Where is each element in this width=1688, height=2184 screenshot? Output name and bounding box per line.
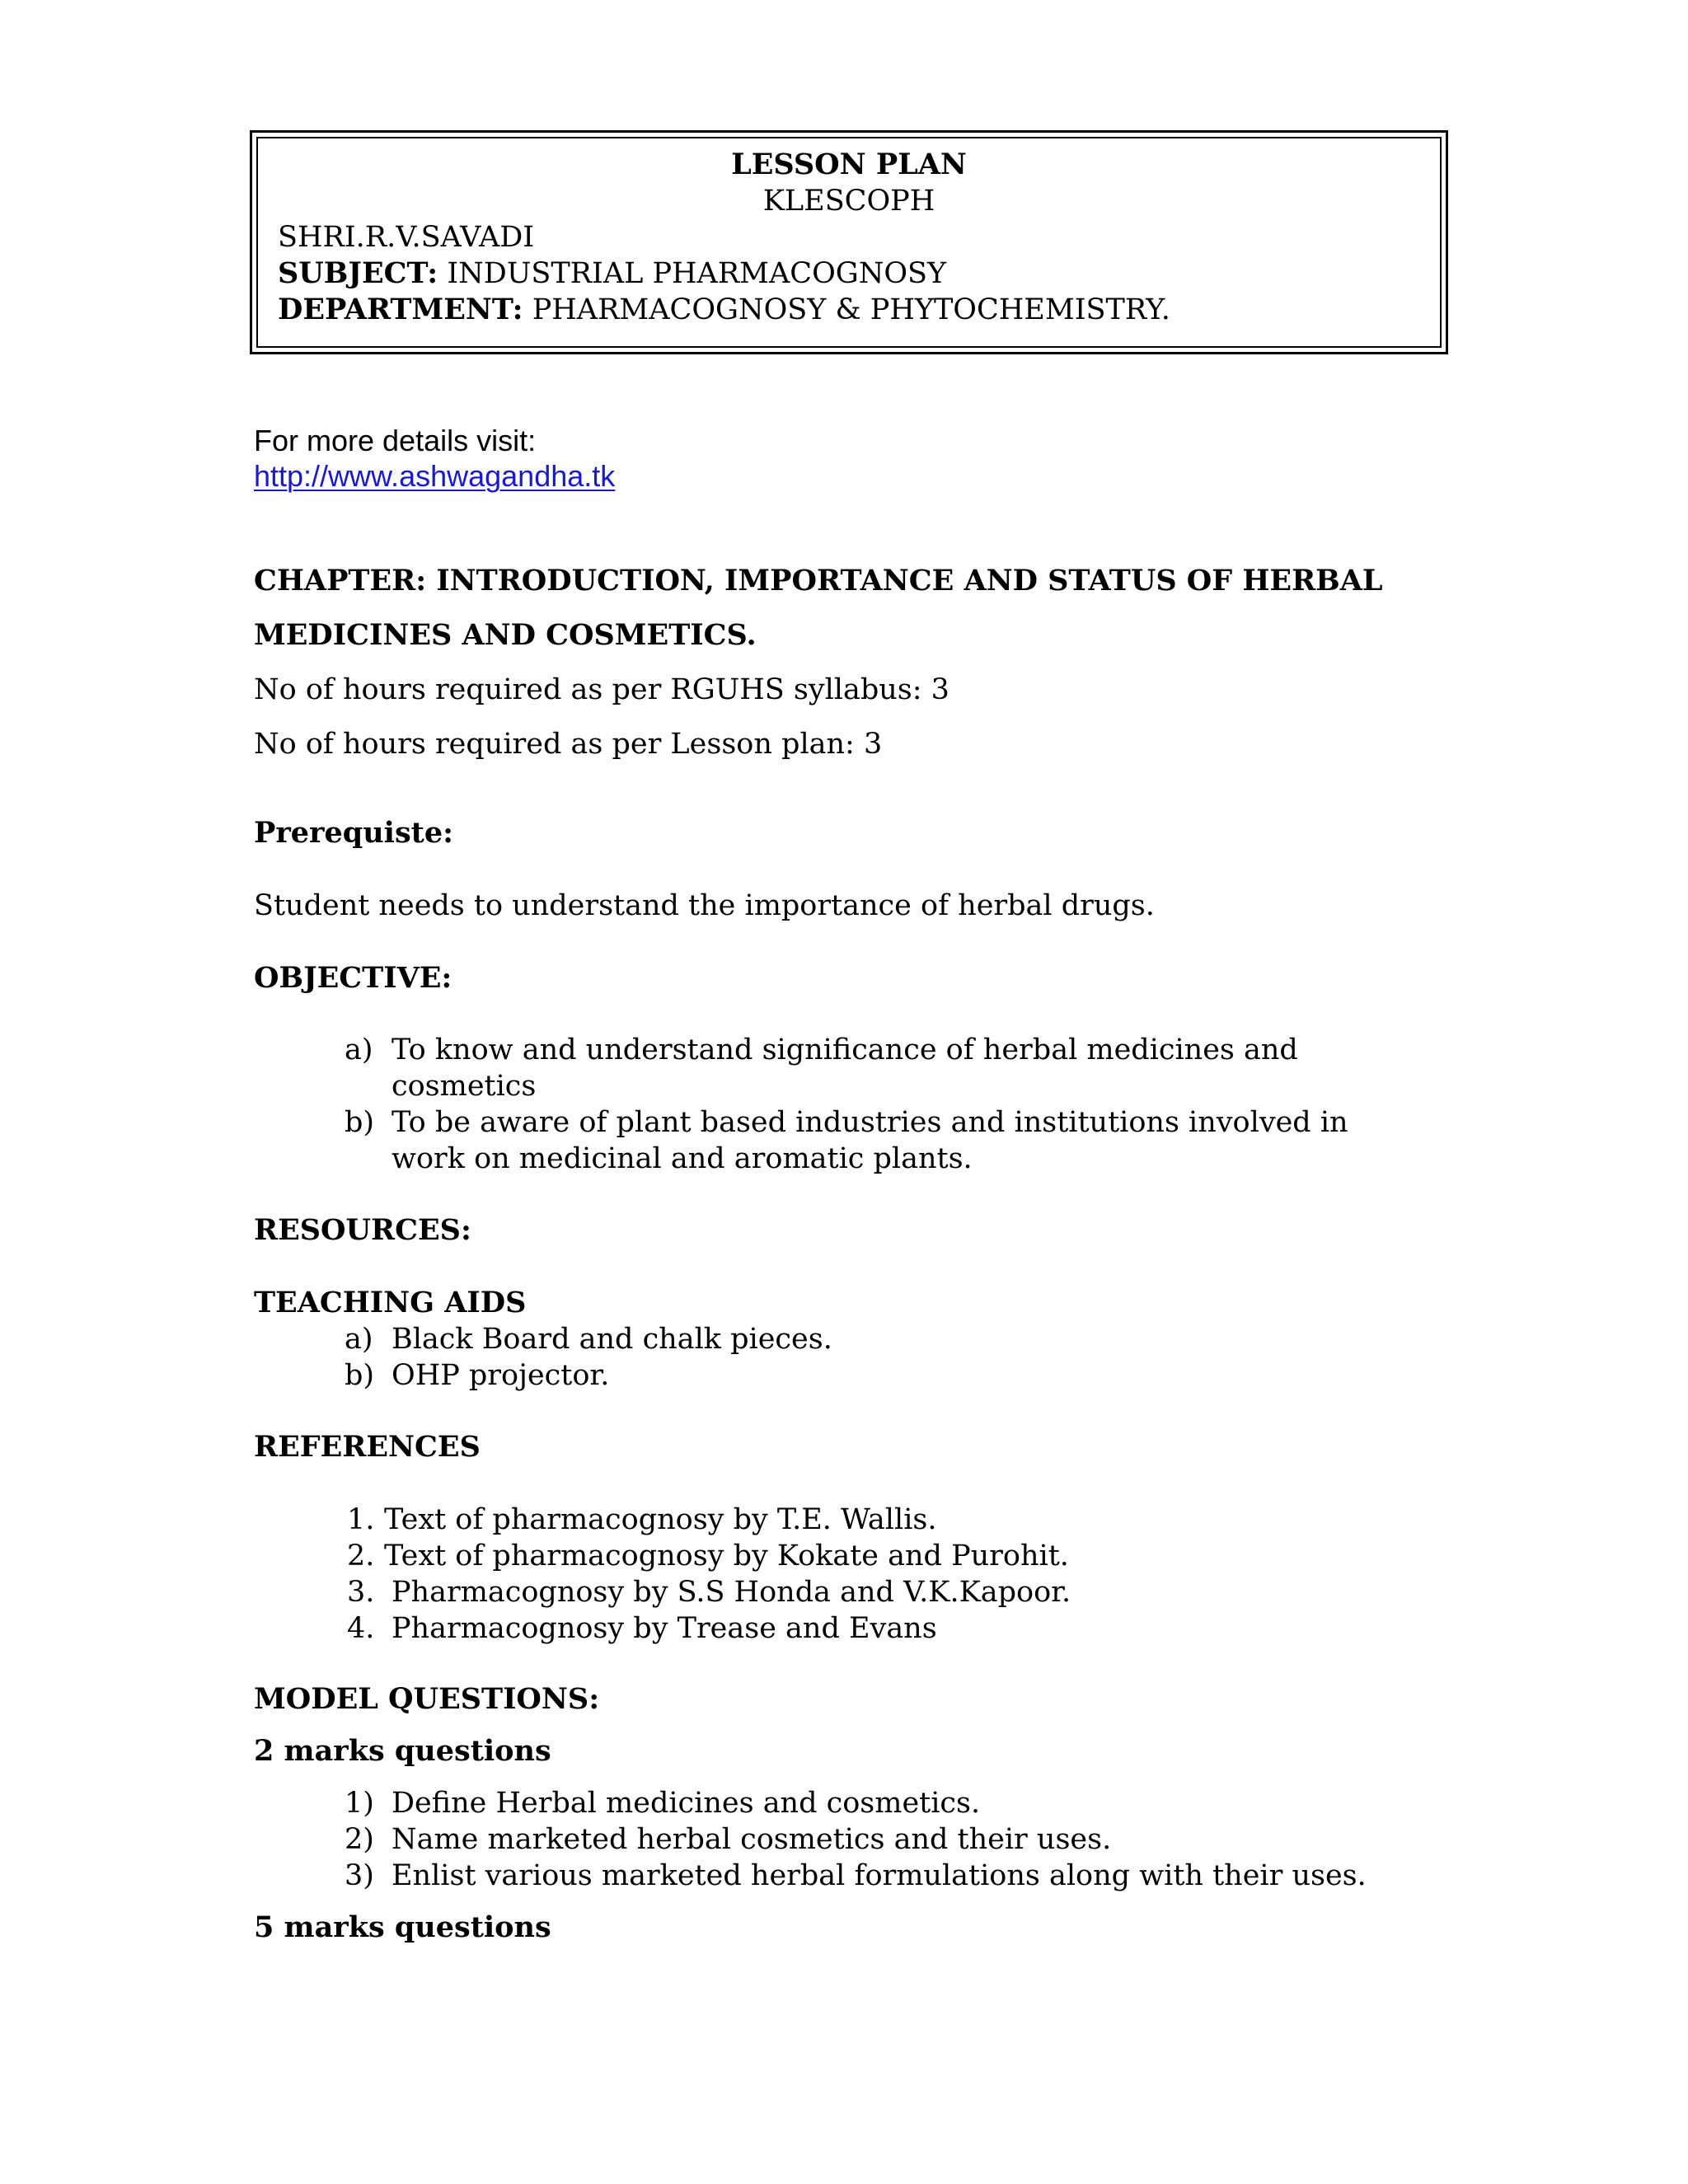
reference-item: Pharmacognosy by S.S Honda and V.K.Kapoor.	[392, 1576, 1071, 1609]
subject-line	[278, 256, 946, 291]
teacher-name: SHRI.R.V.SAVADI	[278, 221, 535, 254]
objective-heading: OBJECTIVE:	[254, 961, 452, 995]
prerequisite-heading: Prerequiste:	[254, 816, 454, 850]
organization-name: KLESCOPH	[762, 185, 935, 218]
objective-item-text: To know and understand significance of herbal medicines and	[392, 1033, 1298, 1066]
teaching-aids-heading: TEACHING AIDS	[254, 1286, 527, 1319]
two-marks-heading: 2 marks questions	[254, 1734, 551, 1768]
reference-item: Pharmacognosy by Trease and Evans	[392, 1612, 937, 1645]
department-label: DEPARTMENT:	[278, 293, 523, 326]
objective-item-marker: b)	[345, 1106, 375, 1139]
reference-marker: 2.	[347, 1540, 375, 1572]
chapter-title-line1: CHAPTER: INTRODUCTION, IMPORTANCE AND STATUS OF HERBAL	[254, 564, 1383, 598]
hours-lesson-plan: No of hours required as per Lesson plan: 3	[254, 728, 883, 761]
subject-value: INDUSTRIAL PHARMACOGNOSY	[438, 257, 947, 290]
prerequisite-text: Student needs to understand the importance of herbal drugs.	[254, 889, 1155, 922]
chapter-title-line2: MEDICINES AND COSMETICS.	[254, 618, 757, 652]
question-marker: 3)	[345, 1859, 374, 1892]
five-marks-heading: 5 marks questions	[254, 1910, 551, 1944]
details-link[interactable]: http://www.ashwagandha.tk	[254, 459, 616, 493]
teaching-aid-item: Black Board and chalk pieces.	[392, 1323, 832, 1356]
reference-item: Text of pharmacognosy by Kokate and Purohit.	[384, 1540, 1069, 1572]
details-text: For more details visit:	[254, 424, 537, 457]
objective-item-marker: a)	[345, 1033, 373, 1066]
teaching-aid-marker: b)	[345, 1359, 375, 1392]
references-heading: REFERENCES	[254, 1430, 481, 1464]
question-marker: 2)	[345, 1823, 374, 1856]
objective-item-text: To be aware of plant based industries and institutions involved in	[392, 1106, 1348, 1139]
question-item: Enlist various marketed herbal formulations along with their uses.	[392, 1859, 1367, 1892]
subject-label: SUBJECT:	[278, 256, 438, 290]
reference-marker: 3.	[347, 1576, 375, 1609]
question-item: Define Herbal medicines and cosmetics.	[392, 1787, 981, 1820]
lesson-plan-title: LESSON PLAN	[731, 148, 967, 181]
reference-marker: 1.	[347, 1503, 375, 1536]
lesson-plan-header-box	[250, 130, 1448, 354]
teaching-aid-item: OHP projector.	[392, 1359, 610, 1392]
reference-item: Text of pharmacognosy by T.E. Wallis.	[384, 1503, 937, 1536]
objective-item-text-continued: work on medicinal and aromatic plants.	[392, 1142, 973, 1175]
hours-rguhs: No of hours required as per RGUHS syllabus: 3	[254, 673, 950, 706]
teaching-aid-marker: a)	[345, 1323, 373, 1356]
department-line	[278, 293, 1170, 327]
model-questions-heading: MODEL QUESTIONS:	[254, 1682, 600, 1716]
resources-heading: RESOURCES:	[254, 1213, 471, 1247]
question-item: Name marketed herbal cosmetics and their uses.	[392, 1823, 1112, 1856]
question-marker: 1)	[345, 1787, 374, 1820]
department-value: PHARMACOGNOSY & PHYTOCHEMISTRY.	[523, 293, 1170, 326]
reference-marker: 4.	[347, 1612, 375, 1645]
objective-item-text-continued: cosmetics	[392, 1070, 537, 1103]
